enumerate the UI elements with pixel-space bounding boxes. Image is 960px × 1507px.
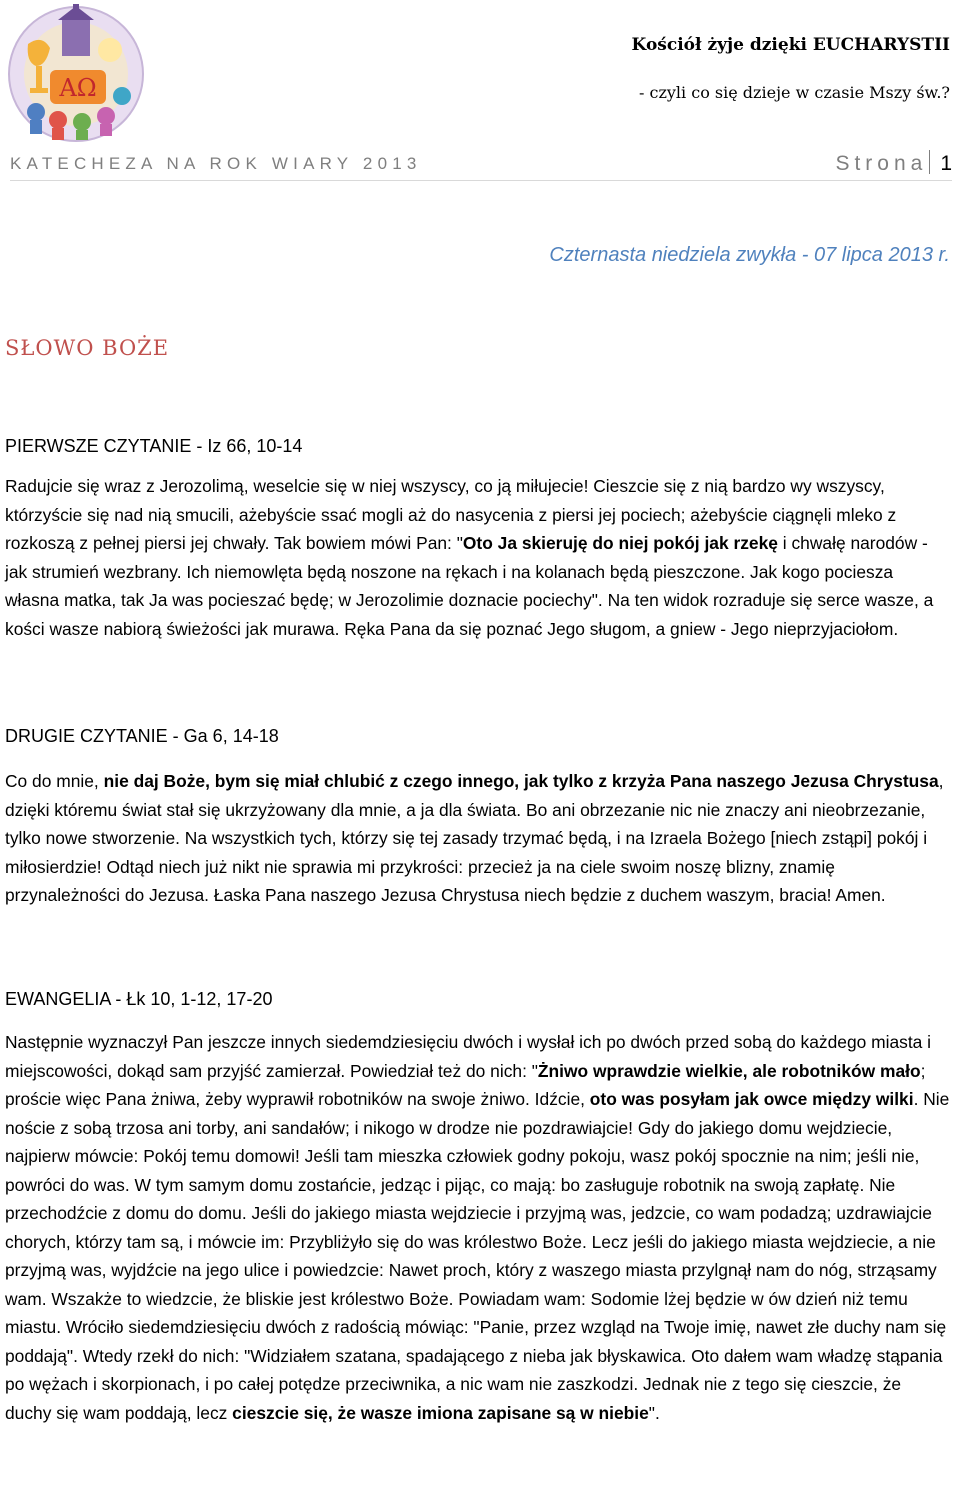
second-reading-text	[5, 767, 952, 910]
gospel-heading: EWANGELIA - Łk 10, 1-12, 17-20	[5, 989, 273, 1009]
liturgical-date: Czternasta niedziela zwykła - 07 lipca 2013 r.	[549, 244, 950, 266]
first-reading-part2: i chwałę narodów - jak strumień wezbrany. Ich niemowlęta będą noszone na rękach i na kolanach będą pieszczone. Jak kogo pociesza własna matka, tak Ja was pocieszać będę; w Jerozolimie doznacie pociechy". Na ten widok rozraduje się serce wasze, a kości wasze nabiorą świeżości jak murawa. Ręka Pana da się poznać Jego sługom, a gniew - Jego nieprzyjaciołom.	[5, 533, 934, 639]
page-indicator	[835, 150, 952, 176]
gospel-part3: . Nie noście z sobą trzosa ani torby, ani sandałów; i nikogo w drodze nie pozdrawiajcie! Gdy do jakiego domu wejdziecie, najpierw mówcie: Pokój temu domowi! Jeśli tam mieszka człowiek godny pokoju, wasz pokój spocznie na nim; jeśli nie, powróci do was. W tym samym domu zostańcie, jedząc i pijąc, co mają: bo zasługuje robotnik na swoją zapłatę. Nie przechodźcie z domu do domu. Jeśli do jakiego miasta wejdziecie i przyjmą was, jedzcie, co wam podadzą; uzdrawiajcie chorych, którzy tam są, i mówcie im: Przybliżyło się do was królestwo Boże. Lecz jeśli do jakiego miasta wejdziecie, a nie przyjmą was, wyjdźcie na jego ulice i powiedzcie: Nawet proch, który z waszego miasta przylgnął nam do nóg, strząsamy wam. Wszakże to wiedzcie, że bliskie jest królestwo Boże. Powiadam wam: Sodomie lżej będzie w ów dzień niż temu miastu. Wróciło siedemdziesięciu dwóch z radością mówiąc: "Panie, przez wzgląd na Twoje imię, nawet złe duchy nam się poddają". Wtedy rzekł do nich: "Widziałem szatana, spadającego z nieba jak błyskawica. Oto dałem wam władzę stąpania po wężach i skorpionach, i po całej potędze przeciwnika, a nic wam nie zaszkodzi. Jednak nie z tego się cieszcie, że duchy się wam poddają, lecz	[5, 1089, 950, 1423]
first-reading-part1: Radujcie się wraz z Jerozolimą, weselcie się w niej wszyscy, co ją miłujecie! Cieszcie się z nią bardzo wy wszyscy, którzyście się nad nią smucili, ażebyście ssać mogli aż do nasycenia z piersi jej pociech; ażebyście ciągnęli mleko z rozkoszą z pełnej piersi jej chwały. Tak bowiem mówi Pan: "	[5, 476, 897, 553]
second-reading-bold1: nie daj Boże, bym się miał chlubić z czego innego, jak tylko z krzyża Pana naszego Jezusa Chrystusa	[103, 771, 939, 791]
gospel-bold3: cieszcie się, że wasze imiona zapisane są w niebie	[232, 1402, 649, 1423]
document-header-title	[632, 36, 950, 102]
running-header	[10, 150, 952, 181]
page-separator	[929, 150, 930, 174]
gospel-part1: Następnie wyznaczył Pan jeszcze innych siedemdziesięciu dwóch i wysłał ich po dwóch przed sobą do każdego miasta i miejscowości, dokąd sam przyjść zamierzał. Powiedział też do nich: "	[5, 1032, 932, 1081]
gospel-text	[5, 1028, 952, 1427]
running-header-series: KATECHEZA NA ROK WIARY 2013	[10, 154, 422, 173]
first-reading-heading: PIERWSZE CZYTANIE - Iz 66, 10-14	[5, 436, 303, 456]
svg-text:AΩ: AΩ	[59, 74, 97, 102]
page-number: 1	[940, 152, 952, 175]
section-title: SŁOWO BOŻE	[5, 336, 170, 360]
first-reading-bold1: Oto Ja skieruję do niej pokój jak rzekę	[462, 533, 778, 553]
page-label: Strona	[835, 152, 928, 175]
eucharist-chalice-logo-icon	[6, 4, 146, 144]
first-reading-text	[5, 472, 952, 643]
second-reading-heading: DRUGIE CZYTANIE - Ga 6, 14-18	[5, 726, 279, 746]
gospel-bold1: Żniwo wprawdzie wielkie, ale robotników mało	[537, 1060, 921, 1081]
header-title-line1: Kościół żyje dzięki EUCHARYSTII	[631, 35, 950, 55]
gospel-part4: ".	[648, 1402, 660, 1423]
gospel-bold2: oto was posyłam jak owce między wilki	[589, 1089, 914, 1109]
gospel-part2: ; proście więc Pana żniwa, żeby wyprawił robotników na swoje żniwo. Idźcie,	[5, 1060, 926, 1109]
second-reading-part2: , dzięki któremu świat stał się ukrzyżowany dla mnie, a ja dla świata. Bo ani obrzezanie nic nie znaczy ani nieobrzezanie, tylko nowe stworzenie. Na wszystkich tych, którzy się tej zasady trzymać będą, i na Izraela Bożego [niech zstąpi] pokój i miłosierdzie! Odtąd niech już nikt nie sprawia mi przykrości: przecież ja na ciele swoim noszę blizny, znamię przynależności do Jezusa. Łaska Pana naszego Jezusa Chrystusa niech będzie z duchem waszym, bracia! Amen.	[5, 771, 944, 905]
second-reading-part1: Co do mnie,	[5, 771, 104, 791]
header-title-line2: - czyli co się dzieje w czasie Mszy św.?	[639, 83, 950, 102]
